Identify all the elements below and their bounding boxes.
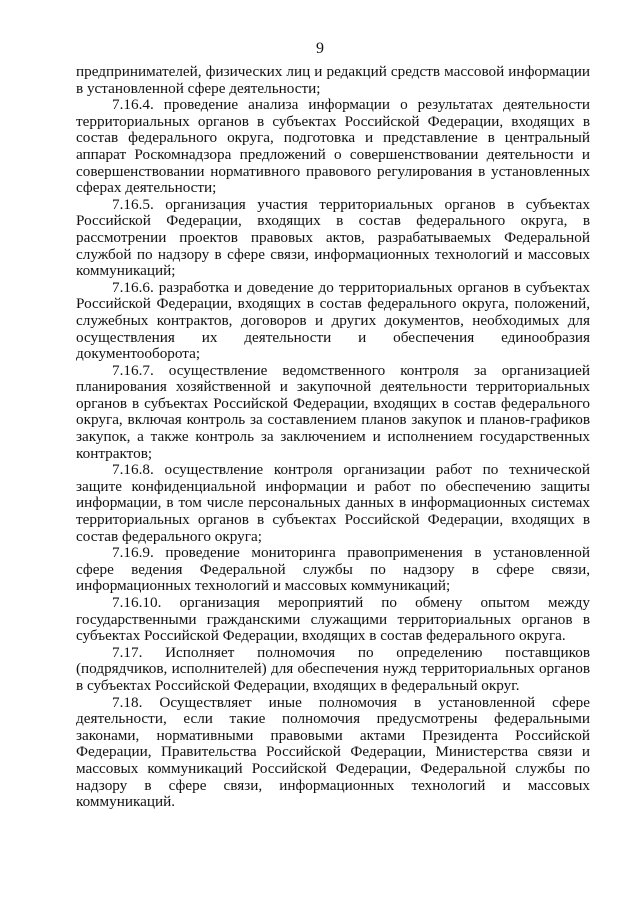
paragraph-7-16-5: 7.16.5. организация участия территориальных органов в субъектах Российской Федерации, входящих в состав федерального округа, в рассмотрении проектов правовых актов, разрабатываемых Федеральной службой по надзору в сфере связи, информационных технологий и массовых коммуникаций; xyxy=(76,195,590,280)
paragraph-7-18: 7.18. Осуществляет иные полномочия в установленной сфере деятельности, если такие полномочия предусмотрены федеральными законами, нормативными правовыми актами Президента Российской Федерации, Правительства Российской Федерации, Министерства связи и массовых коммуникаций Российской Федерации, Федеральной службы по надзору в сфере связи, информационных технологий и массовых коммуникаций. xyxy=(76,693,590,811)
paragraph-7-16-10: 7.16.10. организация мероприятий по обмену опытом между государственными гражданскими служащими территориальных органов в субъектах Российской Федерации, входящих в состав федерального округа. xyxy=(76,594,590,645)
paragraph-7-16-8: 7.16.8. осуществление контроля организации работ по технической защите конфиденциальной информации и работ по обеспечению защиты информации, в том числе персональных данных в информационных системах территориальных органов в субъектах Российской Федерации, входящих в состав федерального округа; xyxy=(76,461,590,545)
document-body xyxy=(76,64,590,811)
paragraph-7-16-9: 7.16.9. проведение мониторинга правоприменения в установленной сфере ведения Федеральной службы по надзору в сфере связи, информационных технологий и массовых коммуникаций; xyxy=(76,544,590,595)
paragraph-7-17: 7.17. Исполняет полномочия по определению поставщиков (подрядчиков, исполнителей) для обеспечения нужд территориальных органов в субъектах Российской Федерации, входящих в федеральный округ. xyxy=(76,643,590,694)
paragraph-7-16-4: 7.16.4. проведение анализа информации о результатах деятельности территориальных органов в субъектах Российской Федерации, входящих в состав федерального округа, подготовка и представление в центральный аппарат Роскомнадзора предложений о совершенствовании деятельности и совершенствовании нормативного правового регулирования в установленных сферах деятельности; xyxy=(76,96,590,197)
paragraph-continuation: предпринимателей, физических лиц и редакций средств массовой информации в установленной сфере деятельности; xyxy=(76,63,590,97)
page-number: 9 xyxy=(316,40,324,57)
paragraph-7-16-6: 7.16.6. разработка и доведение до территориальных органов в субъектах Российской Федерации, входящих в состав федерального округа, положений, служебных контрактов, договоров и других документов, необходимых для осуществления их деятельности и обеспечения единообразия документооборота; xyxy=(76,278,590,363)
paragraph-7-16-7: 7.16.7. осуществление ведомственного контроля за организацией планирования хозяйственной и закупочной деятельности территориальных органов в субъектах Российской Федерации, входящих в состав федерального округа, включая контроль за составлением планов закупок и планов-графиков закупок, а также контроль за заключением и исполнением государственных контрактов; xyxy=(76,361,590,462)
